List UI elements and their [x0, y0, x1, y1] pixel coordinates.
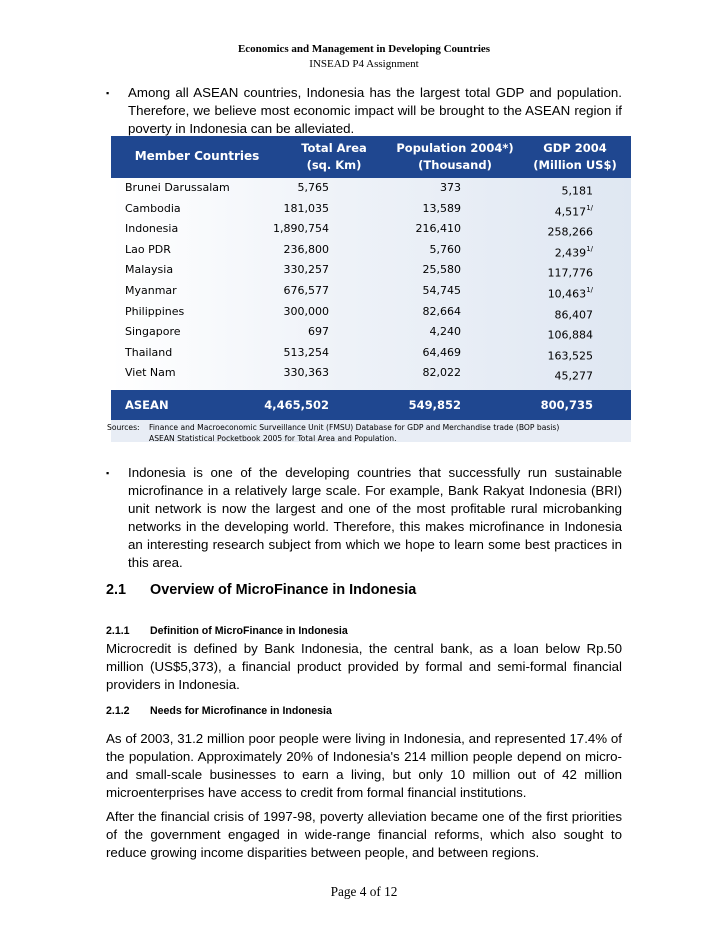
cell-area: 513,254 — [283, 345, 329, 359]
cell-country: Malaysia — [125, 263, 174, 277]
bullet-item-gdp — [106, 84, 622, 138]
cell-area: 697 — [308, 325, 329, 339]
cell-country: Thailand — [125, 345, 173, 359]
total-area: 4,465,502 — [264, 398, 329, 412]
cell-country: Cambodia — [125, 201, 181, 215]
cell-gdp: 45,277 — [554, 370, 593, 384]
subsection-number: 2.1.2 — [106, 705, 130, 717]
cell-area: 236,800 — [283, 242, 329, 256]
page-footer: Page 4 of 12 — [330, 884, 398, 899]
cell-population: 82,022 — [422, 366, 461, 380]
cell-gdp: $4,517^{1/}$ — [554, 203, 593, 219]
total-gdp: 800,735 — [540, 398, 593, 412]
source-line: ASEAN Statistical Pocketbook 2005 for Total Area and Population. — [149, 434, 397, 443]
cell-gdp: $10,463^{1/}$ — [547, 286, 593, 301]
bullet-text: Among all ASEAN countries, Indonesia has the largest total GDP and population. Therefore, we believe most economic impact will be brought to the ASEAN region if poverty in Indonesia can be alleviated. — [128, 85, 622, 136]
table-row — [111, 343, 631, 364]
table-row — [111, 199, 631, 220]
cell-population: 54,745 — [422, 284, 461, 297]
table-header-row — [111, 136, 631, 178]
cell-country: Lao PDR — [125, 242, 171, 256]
cell-country: Singapore — [125, 325, 181, 339]
table-total-row — [111, 390, 631, 420]
header-total-area: Total Area (sq. Km) — [301, 141, 367, 172]
cell-population: 5,760 — [429, 242, 461, 256]
table-row — [111, 178, 631, 199]
table-row — [111, 281, 631, 302]
cell-gdp: 258,266 — [547, 225, 593, 239]
header-member-countries: Member Countries — [134, 149, 260, 163]
table-row — [111, 322, 631, 343]
cell-area: 1,890,754 — [273, 222, 329, 236]
cell-area: 300,000 — [283, 304, 329, 318]
total-population: 549,852 — [408, 398, 461, 412]
cell-population: 25,580 — [422, 263, 461, 277]
total-label: ASEAN — [125, 398, 169, 412]
section-title: Overview of MicroFinance in Indonesia — [150, 582, 417, 598]
cell-gdp: 163,525 — [547, 349, 593, 363]
header-subtitle: INSEAD P4 Assignment — [309, 58, 419, 70]
cell-gdp: 5,181 — [561, 184, 593, 198]
cell-area: 5,765 — [297, 181, 329, 194]
table-row — [111, 363, 631, 384]
table-row — [111, 240, 631, 261]
page-header — [0, 42, 728, 72]
cell-area: 330,363 — [283, 366, 329, 380]
cell-population: 373 — [440, 181, 461, 194]
bullet-marker-icon: ▪ — [106, 468, 110, 478]
paragraph: After the financial crisis of 1997-98, poverty alleviation became one of the first priorities of the government engaged in wide-range financial reforms, which also sought to reduce growing income disparities between people, and between regions. — [106, 809, 622, 860]
cell-area: 181,035 — [283, 201, 329, 215]
header-population: Population 2004*) (Thousand) — [396, 141, 514, 172]
subsection-title: Definition of MicroFinance in Indonesia — [150, 625, 348, 637]
asean-statistics-table — [107, 136, 631, 443]
table-body — [111, 178, 631, 390]
cell-population: 64,469 — [422, 345, 461, 359]
cell-population: 216,410 — [415, 222, 461, 236]
cell-population: 82,664 — [422, 304, 461, 318]
paragraph: Microcredit is defined by Bank Indonesia, the central bank, as a loan below Rp.50 million (US$5,373), a financial product provided by formal and semi-formal financial providers in Indonesia. — [106, 641, 622, 692]
cell-country: Philippines — [125, 304, 185, 318]
section-number: 2.1 — [106, 582, 127, 598]
bullet-marker-icon: ▪ — [106, 88, 110, 98]
paragraph: As of 2003, 31.2 million poor people were living in Indonesia, and represented 17.4% of the population. Approximately 20% of Indonesia's 214 million people depend on micro- and small-scale businesses to earn a living, but only 10 million out of 42 million microenterprises have access to credit from formal financial institutions. — [106, 731, 622, 800]
cell-country: Myanmar — [125, 284, 177, 297]
source-line: Finance and Macroeconomic Surveillance Unit (FMSU) Database for GDP and Merchandise trade (BOP basis) — [149, 423, 560, 432]
sources-label: Sources: — [107, 423, 140, 432]
cell-area: 676,577 — [283, 284, 329, 297]
cell-gdp: 106,884 — [547, 328, 593, 342]
bullet-item-microfinance — [106, 464, 622, 572]
cell-area: 330,257 — [283, 263, 329, 277]
cell-gdp: 86,407 — [554, 308, 593, 322]
subsection-number: 2.1.1 — [106, 625, 130, 637]
table-row — [111, 219, 631, 240]
cell-gdp: $2,439^{1/}$ — [554, 244, 593, 260]
cell-gdp: 117,776 — [547, 267, 593, 281]
cell-population: 13,589 — [422, 201, 461, 215]
cell-country: Indonesia — [125, 222, 179, 236]
bullet-text: Indonesia is one of the developing countries that successfully run sustainable microfinance in a relatively large scale. For example, Bank Rakyat Indonesia (BRI) unit network is now the largest and one of the most profitable rural microbanking networks in the developing world. Therefore, this makes microfinance in Indonesia an interesting research subject from which we hope to learn some best practices in this area. — [128, 465, 622, 570]
table-row — [111, 302, 631, 323]
header-gdp: GDP 2004 (Million US$) — [533, 141, 617, 172]
table-row — [111, 260, 631, 281]
cell-country: Brunei Darussalam — [125, 181, 230, 194]
subsection-title: Needs for Microfinance in Indonesia — [150, 705, 332, 717]
cell-country: Viet Nam — [125, 366, 176, 380]
cell-population: 4,240 — [429, 325, 461, 339]
header-title: Economics and Management in Developing Countries — [237, 43, 491, 55]
